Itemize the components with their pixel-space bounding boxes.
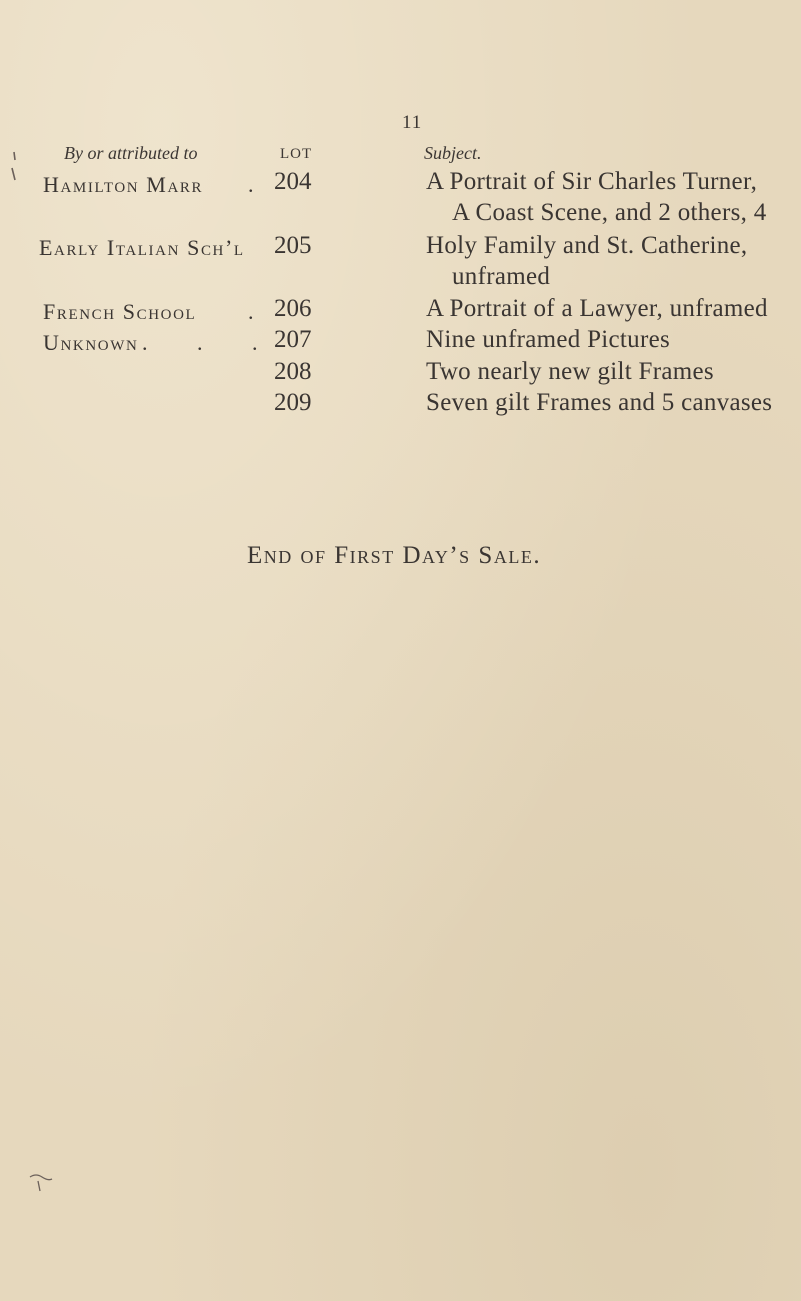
lot-number: 207	[274, 326, 312, 353]
header-subject: Subject.	[424, 143, 482, 163]
margin-pencil-mark	[6, 150, 22, 184]
lot-number: 206	[274, 295, 312, 322]
page-number: 11	[402, 112, 423, 133]
lot-number: 204	[274, 168, 312, 195]
leader-dots: .	[248, 299, 254, 324]
artist-french-school: French School	[43, 299, 197, 324]
artist-early-italian-school: Early Italian Sch’l	[39, 235, 245, 260]
artist-hamilton-marr: Hamilton Marr	[43, 172, 204, 197]
artist-unknown: Unknown	[43, 330, 139, 355]
lot-number: 208	[274, 358, 312, 385]
margin-pencil-mark	[26, 1165, 56, 1195]
leader-dots: . . .	[142, 330, 258, 355]
subject-continuation: A Coast Scene, and 2 others, 4	[452, 199, 767, 226]
header-lot: LOT	[280, 146, 313, 162]
subject-text: Seven gilt Frames and 5 canvases	[426, 389, 773, 416]
lot-number: 205	[274, 232, 312, 259]
subject-text: Two nearly new gilt Frames	[426, 358, 714, 385]
header-attributed: By or attributed to	[64, 143, 198, 163]
subject-text: Holy Family and St. Catherine,	[426, 232, 748, 259]
leader-dots: .	[248, 172, 254, 197]
subject-text: A Portrait of a Lawyer, unframed	[426, 295, 768, 322]
subject-text: A Portrait of Sir Charles Turner,	[426, 168, 758, 195]
end-of-sale-line: End of First Day’s Sale.	[247, 542, 542, 569]
lot-number: 209	[274, 389, 312, 416]
subject-continuation: unframed	[452, 263, 551, 290]
subject-text: Nine unframed Pictures	[426, 326, 671, 353]
